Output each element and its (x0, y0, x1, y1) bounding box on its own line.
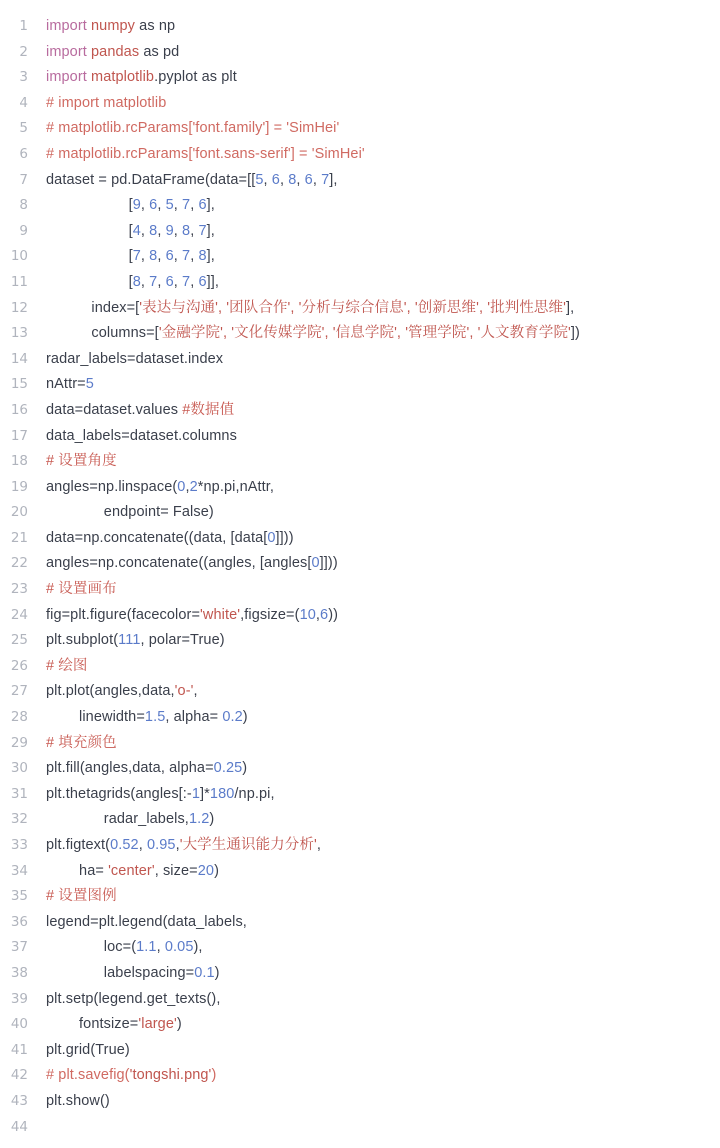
code-line (0, 424, 720, 450)
code-token: 0 (311, 555, 320, 572)
code-token: , (190, 273, 199, 290)
code-token: legend=plt.legend(data_labels, (46, 913, 247, 930)
code-token: data_labels=dataset.columns (46, 427, 237, 444)
code-token: 6 (271, 171, 280, 188)
code-line (0, 296, 720, 322)
code-token: 0 (267, 529, 276, 546)
code-line (0, 142, 720, 168)
code-token: 9 (165, 222, 174, 239)
code-token: 8 (149, 248, 158, 265)
code-token: ) (242, 760, 248, 777)
code-token: , (193, 683, 198, 700)
line-number: 2 (19, 43, 28, 60)
code-token: 6 (304, 171, 313, 188)
code-token: 6 (320, 606, 329, 623)
code-token: 8 (288, 171, 297, 188)
code-token: 0.1 (194, 964, 215, 981)
line-number: 3 (19, 69, 28, 86)
code-line (0, 347, 720, 373)
code-line (0, 1012, 720, 1038)
code-token: ha= (46, 862, 109, 879)
code-token: import (46, 69, 92, 86)
code-token: numpy (91, 18, 136, 34)
code-line (0, 398, 720, 424)
code-line (0, 91, 720, 117)
code-token: , (296, 171, 305, 188)
line-content (40, 935, 720, 961)
code-line (0, 859, 720, 885)
code-token: , (173, 197, 183, 214)
line-content (40, 1089, 720, 1115)
code-token: # 绘图 (46, 657, 88, 674)
line-content (40, 500, 720, 526)
code-token: fontsize= (46, 1016, 139, 1033)
line-number: 36 (10, 913, 28, 930)
line-content (40, 884, 720, 910)
code-line (0, 679, 720, 705)
code-line (0, 884, 720, 910)
code-token: , (190, 222, 199, 239)
code-token: 'o-' (174, 683, 194, 700)
line-content (40, 296, 720, 322)
code-token: 20 (197, 862, 215, 879)
code-token: ) (209, 811, 215, 828)
code-line (0, 40, 720, 66)
line-content (40, 347, 720, 373)
code-token: plt.figtext( (46, 837, 111, 853)
code-token: 1.2 (188, 811, 210, 828)
line-content (40, 321, 720, 347)
line-number: 16 (10, 401, 28, 418)
code-token: radar_labels, (46, 811, 189, 828)
code-token: 7 (182, 273, 191, 290)
code-token: 'white' (200, 606, 241, 623)
line-content (40, 1063, 720, 1089)
code-token: [ (46, 197, 133, 214)
line-content (40, 449, 720, 475)
code-token: 0.05 (164, 939, 194, 956)
code-token: data=np.concatenate((data, [data[ (46, 529, 268, 546)
code-token: , (315, 606, 321, 623)
code-token: ), (193, 939, 203, 956)
code-token: 'center' (108, 862, 155, 879)
code-token: 0.25 (213, 760, 243, 777)
line-number: 14 (10, 350, 28, 367)
code-token: ], (206, 248, 215, 265)
line-content (40, 526, 720, 552)
code-token: 7 (182, 248, 191, 265)
code-token: 5 (165, 197, 174, 214)
line-content (40, 731, 720, 757)
code-line (0, 500, 720, 526)
line-content (40, 244, 720, 270)
code-token: # 设置画布 (46, 581, 117, 598)
line-number: 29 (10, 734, 28, 751)
code-token: , (190, 248, 199, 265)
code-line (0, 14, 720, 40)
code-token: ,figsize=( (240, 606, 300, 623)
code-token: ) (242, 709, 248, 726)
line-content (40, 65, 720, 91)
code-token: 180 (209, 785, 235, 802)
line-content (40, 14, 720, 40)
line-number: 24 (10, 606, 28, 623)
code-token: ]])) (275, 529, 294, 546)
line-number: 7 (19, 171, 28, 188)
code-token: 6 (198, 197, 207, 214)
code-token: ]], (206, 273, 220, 290)
line-number: 20 (10, 504, 28, 521)
code-token: 6 (165, 273, 174, 290)
line-number: 31 (10, 785, 28, 802)
line-number: 22 (10, 555, 28, 572)
code-line (0, 551, 720, 577)
code-token: 6 (149, 197, 158, 214)
code-token: index=[ (46, 299, 140, 316)
code-token: radar_labels=dataset.index (46, 350, 224, 367)
code-token: 7 (132, 248, 141, 265)
code-token: 'tongshi.png' (129, 1067, 212, 1084)
line-content (40, 1038, 720, 1064)
line-content (40, 756, 720, 782)
line-number: 28 (10, 709, 28, 726)
line-number: 35 (10, 888, 28, 905)
code-token: ) (176, 1016, 182, 1033)
line-number: 17 (10, 427, 28, 444)
line-content (40, 679, 720, 705)
code-token: , (157, 273, 166, 290)
code-token: # import matplotlib (46, 94, 167, 111)
code-token: 8 (182, 222, 191, 239)
line-number: 37 (10, 939, 28, 956)
line-number: 34 (10, 862, 28, 879)
code-line (0, 168, 720, 194)
line-number: 18 (10, 453, 28, 470)
code-token: , size= (154, 862, 198, 879)
code-token: 1.1 (136, 939, 157, 956)
code-token: 1.5 (144, 709, 166, 726)
code-line (0, 475, 720, 501)
code-line (0, 577, 720, 603)
code-token: , (173, 222, 183, 239)
code-token: 7 (198, 222, 207, 239)
code-token: data=dataset.values (46, 401, 183, 418)
line-content (40, 628, 720, 654)
line-number: 1 (19, 18, 28, 34)
code-token: plt.plot(angles,data, (46, 683, 175, 700)
code-token: , polar=True) (140, 632, 225, 649)
code-token: import (46, 18, 92, 34)
code-token: import (46, 43, 92, 60)
code-token: , (140, 222, 150, 239)
line-number: 13 (10, 325, 28, 342)
code-token: 0 (177, 478, 186, 495)
code-line (0, 372, 720, 398)
code-token: # 设置角度 (46, 453, 117, 470)
code-token: , (173, 273, 183, 290)
code-token: , (263, 171, 272, 188)
code-token: labelspacing= (46, 964, 195, 981)
code-token: , (140, 273, 150, 290)
code-token: '表达与沟通', '团队合作', '分析与综合信息', '创新思维', '批判性思维' (139, 299, 566, 316)
code-token: 10 (299, 606, 316, 623)
line-number: 10 (10, 248, 28, 265)
code-line (0, 116, 720, 142)
code-line (0, 1038, 720, 1064)
code-token: 4 (132, 222, 141, 239)
code-token: endpoint= False) (46, 504, 214, 521)
code-token: fig=plt.figure(facecolor= (46, 606, 201, 623)
code-token: 9 (132, 197, 141, 214)
code-line (0, 833, 720, 859)
code-token: 7 (321, 171, 330, 188)
line-content (40, 168, 720, 194)
code-token: nAttr= (46, 376, 86, 393)
code-line (0, 65, 720, 91)
code-line (0, 807, 720, 833)
code-line (0, 603, 720, 629)
code-token: plt.setp(legend.get_texts(), (46, 990, 221, 1007)
code-token: , (140, 248, 150, 265)
code-token: ], (206, 197, 215, 214)
line-content (40, 833, 720, 859)
code-line (0, 321, 720, 347)
code-token: 111 (118, 632, 141, 649)
line-content (40, 782, 720, 808)
code-line (0, 193, 720, 219)
line-number: 32 (10, 811, 28, 828)
line-number: 12 (10, 299, 28, 316)
line-number: 4 (19, 94, 28, 111)
code-line (0, 782, 720, 808)
code-token: 6 (198, 273, 207, 290)
code-line (0, 526, 720, 552)
line-number: 27 (10, 683, 28, 700)
code-token: linewidth= (46, 709, 145, 726)
line-number: 23 (10, 581, 28, 598)
code-token: angles=np.concatenate((angles, [angles[ (46, 555, 312, 572)
code-token: as np (135, 18, 176, 34)
line-number: 8 (19, 197, 28, 214)
code-line (0, 987, 720, 1013)
line-number: 6 (19, 145, 28, 162)
line-content (40, 475, 720, 501)
code-token: [ (46, 222, 133, 239)
code-token: 5 (255, 171, 264, 188)
code-token: 8 (198, 248, 207, 265)
line-number: 38 (10, 964, 28, 981)
code-token: , (157, 248, 166, 265)
code-token: , (156, 939, 165, 956)
code-token: 7 (149, 273, 158, 290)
line-number: 25 (10, 632, 28, 649)
code-line (0, 1089, 720, 1115)
code-line (0, 910, 720, 936)
code-token: # matplotlib.rcParams['font.family'] = 'SimHei' (46, 120, 340, 137)
code-line (0, 1063, 720, 1089)
code-token: #数据值 (182, 401, 235, 418)
code-token: 0.95 (146, 837, 176, 853)
code-token: , (312, 171, 322, 188)
code-token: ], (329, 171, 338, 188)
code-token: [ (46, 273, 133, 290)
line-number: 40 (10, 1016, 28, 1033)
line-content (40, 424, 720, 450)
code-line (0, 935, 720, 961)
code-token: plt.show() (46, 1092, 110, 1109)
code-token: /np.pi, (234, 785, 275, 802)
line-content (40, 807, 720, 833)
code-token: # 填充颜色 (46, 734, 117, 751)
code-token: , (157, 222, 166, 239)
line-number: 26 (10, 657, 28, 674)
code-token: , (173, 248, 183, 265)
code-token: '金融学院', '文化传媒学院', '信息学院', '管理学院', '人文教育学院' (158, 325, 571, 342)
line-content (40, 398, 720, 424)
line-content (40, 270, 720, 296)
code-token: as pd (139, 43, 180, 60)
code-token: ]) (570, 325, 580, 342)
code-line (0, 449, 720, 475)
line-number: 19 (10, 478, 28, 495)
line-number: 39 (10, 990, 28, 1007)
code-token: *np.pi,nAttr, (197, 478, 275, 495)
code-token: 1 (191, 785, 201, 802)
code-token: plt.fill(angles,data, alpha= (46, 760, 214, 777)
code-token: # 设置图例 (46, 888, 117, 905)
line-content (40, 193, 720, 219)
code-token: 0.2 (222, 709, 243, 726)
code-token: 6 (165, 248, 174, 265)
line-number: 15 (10, 376, 28, 393)
code-token: ]])) (319, 555, 338, 572)
code-token: 5 (85, 376, 94, 393)
code-line (0, 705, 720, 731)
code-token: loc=( (46, 939, 137, 956)
code-line (0, 270, 720, 296)
code-token: .pyplot as plt (154, 69, 237, 86)
code-token: ], (206, 222, 215, 239)
code-token: # plt.savefig( (46, 1067, 130, 1084)
line-content (40, 219, 720, 245)
line-number: 30 (10, 760, 28, 777)
code-line (0, 1115, 720, 1141)
code-token: , (316, 837, 321, 853)
line-content (40, 910, 720, 936)
code-token: [ (46, 248, 133, 265)
code-token: '大学生通识能力分析' (179, 837, 317, 853)
code-token: plt.grid(True) (46, 1041, 130, 1058)
line-content (40, 654, 720, 680)
code-line (0, 654, 720, 680)
line-number: 42 (10, 1067, 28, 1084)
code-token: , (185, 478, 190, 495)
code-token: , (175, 837, 180, 853)
code-line (0, 731, 720, 757)
line-number: 41 (10, 1041, 28, 1058)
code-token: )) (328, 606, 339, 623)
line-number: 9 (19, 222, 28, 239)
line-content (40, 40, 720, 66)
code-token: plt.thetagrids(angles[:- (46, 785, 192, 802)
code-line (0, 961, 720, 987)
code-token: ]* (200, 785, 210, 802)
code-token: , alpha= (165, 709, 223, 726)
line-content (40, 372, 720, 398)
code-token: 8 (132, 273, 141, 290)
line-number: 5 (19, 120, 28, 137)
code-token: 8 (149, 222, 158, 239)
code-token: , (140, 197, 150, 214)
line-number: 33 (10, 837, 28, 853)
code-token: ], (566, 299, 575, 316)
code-token: columns=[ (46, 325, 159, 342)
line-content (40, 859, 720, 885)
code-token: 7 (182, 197, 191, 214)
line-content (40, 116, 720, 142)
code-line (0, 219, 720, 245)
code-token: plt.subplot( (46, 632, 119, 649)
code-token: , (138, 837, 147, 853)
code-token: angles=np.linspace( (46, 478, 178, 495)
code-token: matplotlib (91, 69, 155, 86)
line-content (40, 142, 720, 168)
code-token: ) (214, 964, 220, 981)
line-content (40, 91, 720, 117)
line-content (40, 961, 720, 987)
line-content (40, 551, 720, 577)
line-content (40, 603, 720, 629)
line-content (40, 987, 720, 1013)
code-line (0, 756, 720, 782)
code-token: 0.52 (110, 837, 139, 853)
line-number: 44 (10, 1118, 28, 1135)
code-token: , (190, 197, 199, 214)
code-token: 'large' (138, 1016, 177, 1033)
code-token: ) (214, 862, 219, 879)
code-token: dataset = pd.DataFrame(data=[[ (46, 171, 256, 188)
code-line (0, 244, 720, 270)
code-token: ) (211, 1067, 217, 1084)
code-line (0, 628, 720, 654)
code-token: , (157, 197, 166, 214)
line-number: 43 (10, 1092, 28, 1109)
line-number: 11 (10, 273, 28, 290)
line-content (40, 577, 720, 603)
code-token: pandas (91, 43, 140, 60)
code-token: 2 (189, 478, 198, 495)
code-token: # matplotlib.rcParams['font.sans-serif'] = 'SimHei' (46, 145, 365, 162)
line-content (40, 705, 720, 731)
line-number: 21 (10, 529, 28, 546)
line-content (40, 1012, 720, 1038)
code-token: , (279, 171, 289, 188)
